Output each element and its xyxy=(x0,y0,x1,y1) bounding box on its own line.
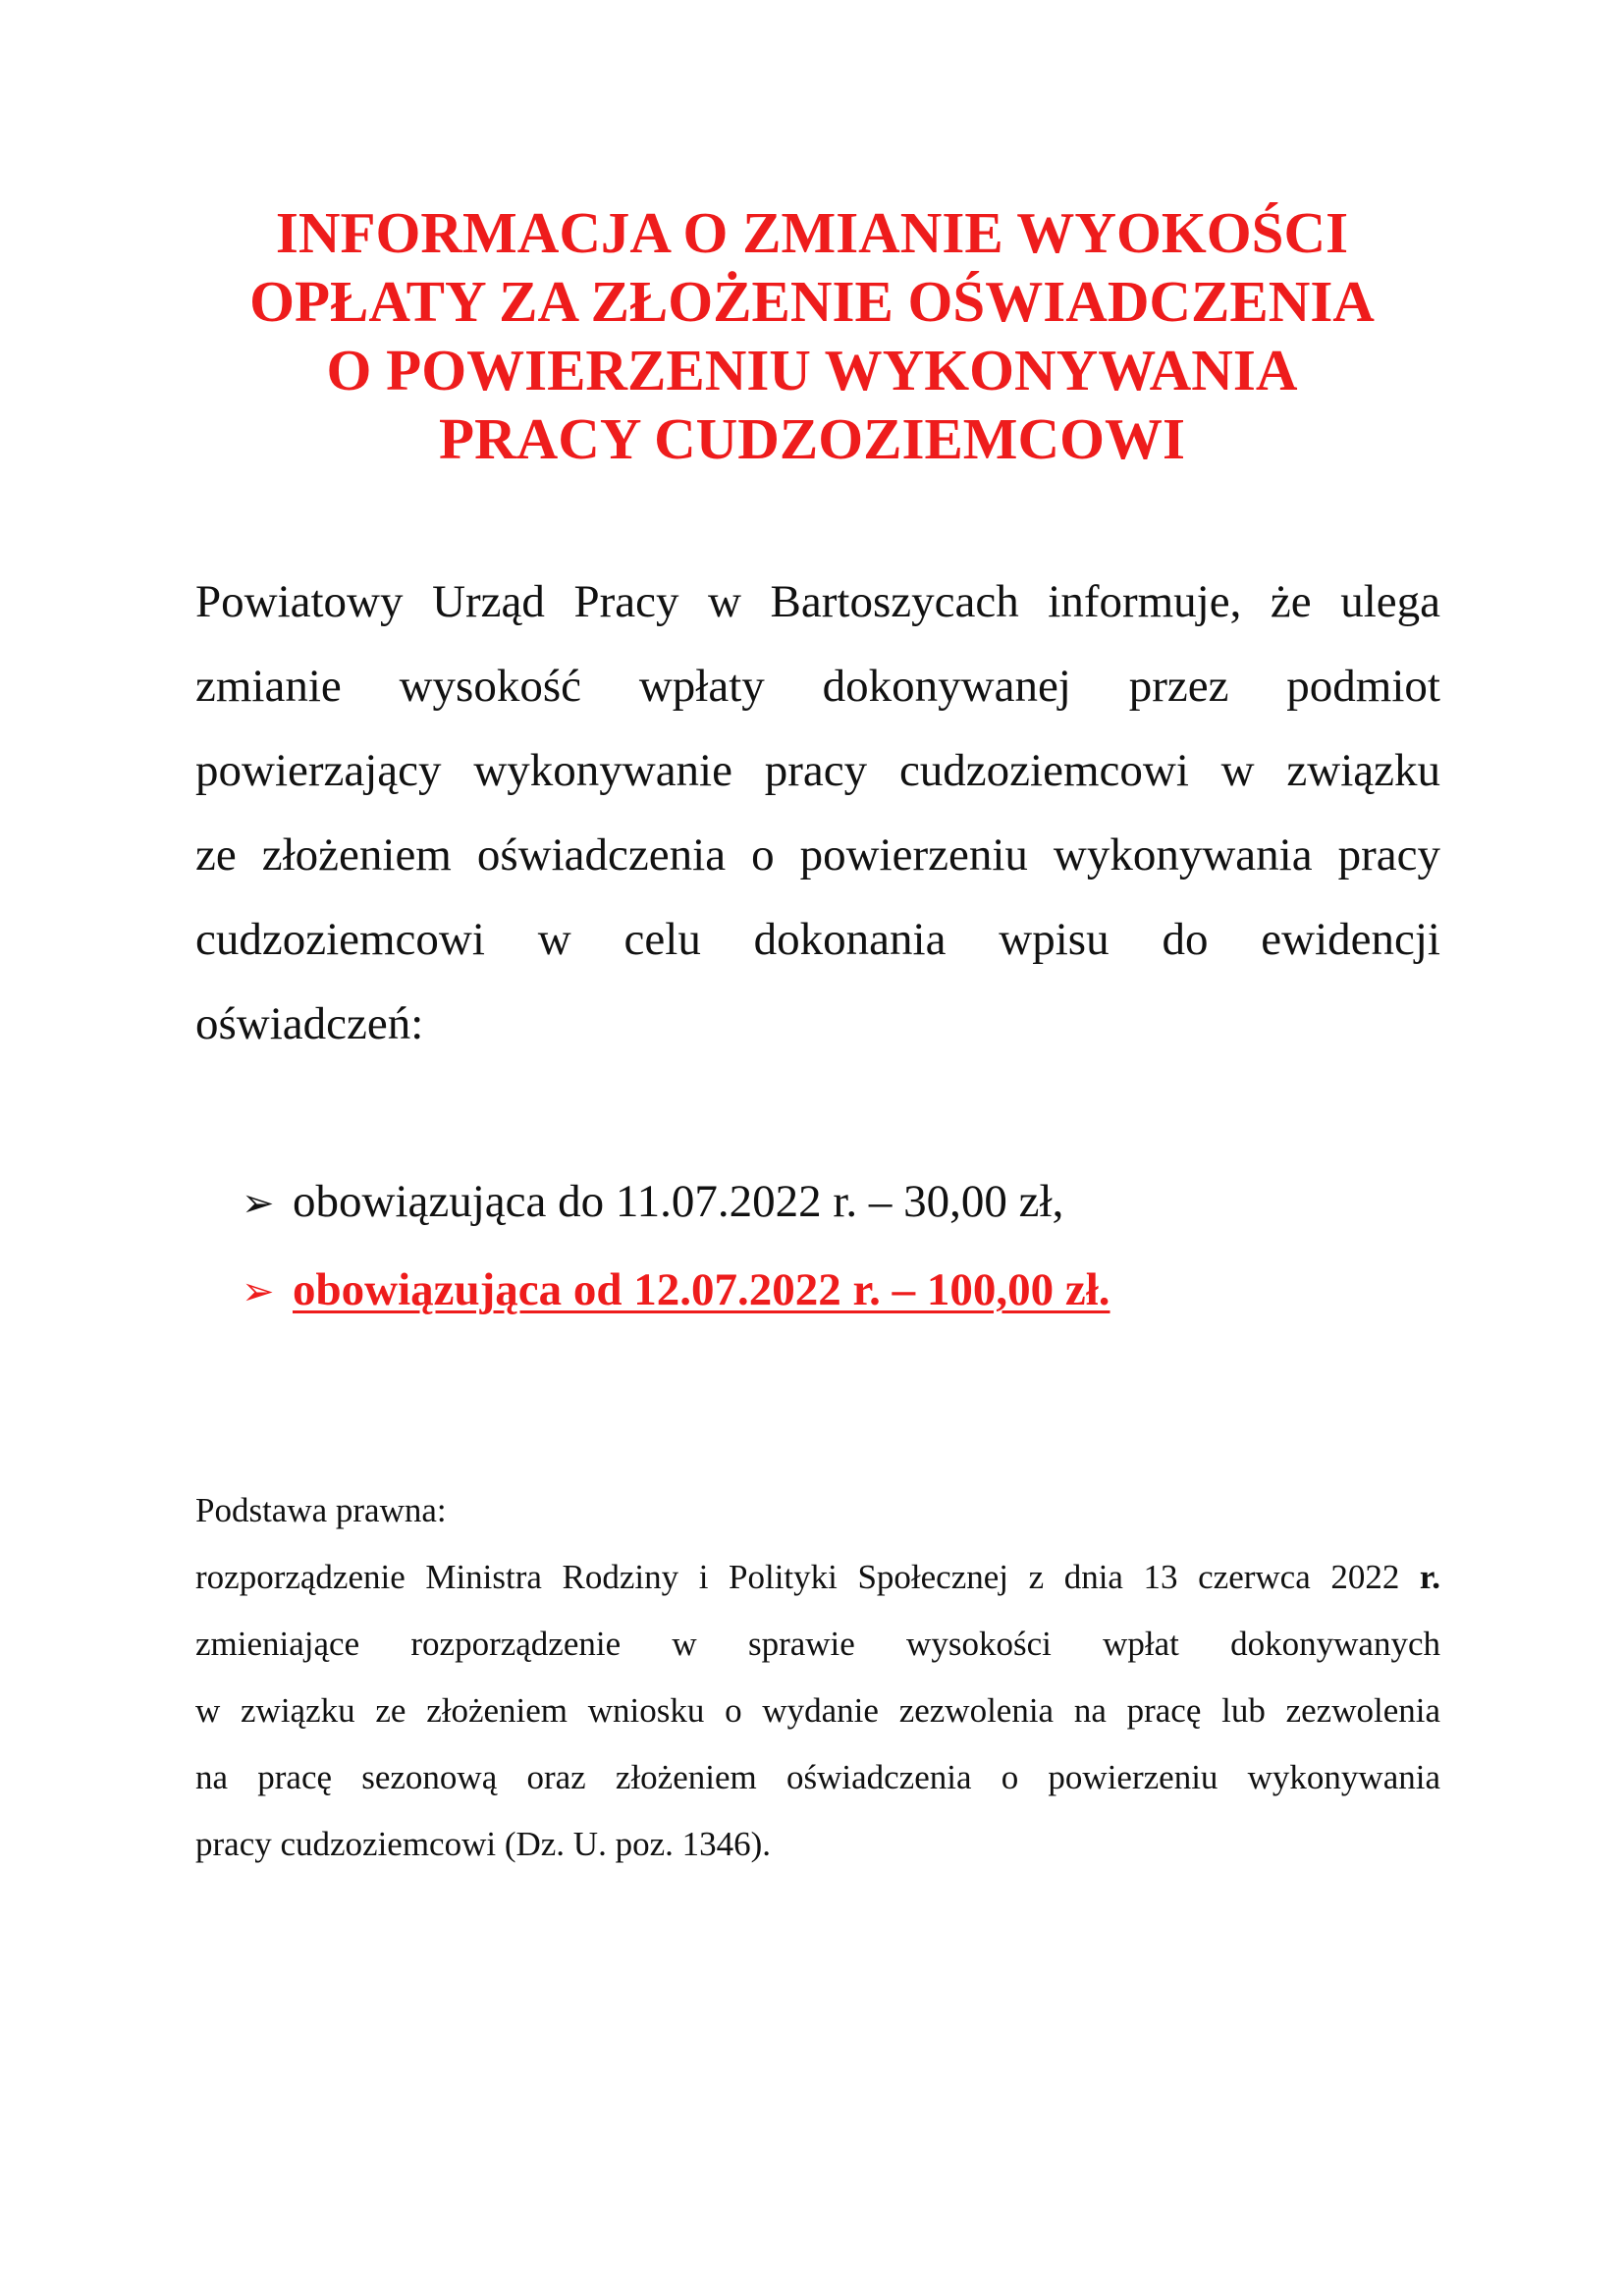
fee-item-old xyxy=(242,1158,1420,1247)
document-title xyxy=(147,198,1477,473)
legal-basis-heading: Podstawa prawna: xyxy=(195,1491,447,1529)
legal-basis-line-end: r. xyxy=(1419,1558,1440,1596)
arrowhead-bullet-icon: ➢ xyxy=(242,1181,275,1226)
arrowhead-bullet-icon: ➢ xyxy=(242,1269,275,1314)
fee-item-text: obowiązująca do 11.07.2022 r. – 30,00 zł, xyxy=(293,1176,1064,1227)
legal-basis-line: w związku ze złożeniem wniosku o wydanie zezwolenia na pracę lub zezwolenia xyxy=(195,1691,1440,1730)
fee-item-new xyxy=(242,1247,1420,1335)
title-line: O POWIERZENIU WYKONYWANIA xyxy=(326,338,1298,402)
legal-basis-line: zmieniające rozporządzenie w sprawie wysokości wpłat dokonywanych xyxy=(195,1625,1440,1663)
announcement-paragraph xyxy=(195,560,1440,1066)
fee-item-text: obowiązująca od 12.07.2022 r. – 100,00 zł. xyxy=(293,1264,1110,1315)
paragraph-line: zmianie wysokość wpłaty dokonywanej przez podmiot xyxy=(195,661,1440,712)
title-line: OPŁATY ZA ZŁOŻENIE OŚWIADCZENIA xyxy=(249,269,1375,334)
fee-list xyxy=(242,1158,1420,1335)
paragraph-line: cudzoziemcowi w celu dokonania wpisu do ewidencji xyxy=(195,914,1440,965)
legal-basis-line-text: rozporządzenie Ministra Rodziny i Polityki Społecznej z dnia 13 czerwca 2022 xyxy=(195,1558,1420,1596)
paragraph-line: ze złożeniem oświadczenia o powierzeniu wykonywania pracy xyxy=(195,829,1440,881)
paragraph-line: Powiatowy Urząd Pracy w Bartoszycach informuje, że ulega xyxy=(195,576,1440,627)
legal-basis-line: pracy cudzoziemcowi (Dz. U. poz. 1346). xyxy=(195,1825,772,1863)
title-line: INFORMACJA O ZMIANIE WYOKOŚCI xyxy=(275,200,1349,265)
title-line: PRACY CUDZOZIEMCOWI xyxy=(439,406,1185,471)
legal-basis xyxy=(195,1477,1440,1878)
legal-basis-line: na pracę sezonową oraz złożeniem oświadczenia o powierzeniu wykonywania xyxy=(195,1758,1440,1796)
paragraph-line: oświadczeń: xyxy=(195,998,424,1049)
legal-basis-line xyxy=(195,1544,1440,1611)
paragraph-line: powierzający wykonywanie pracy cudzoziemcowi w związku xyxy=(195,745,1440,796)
